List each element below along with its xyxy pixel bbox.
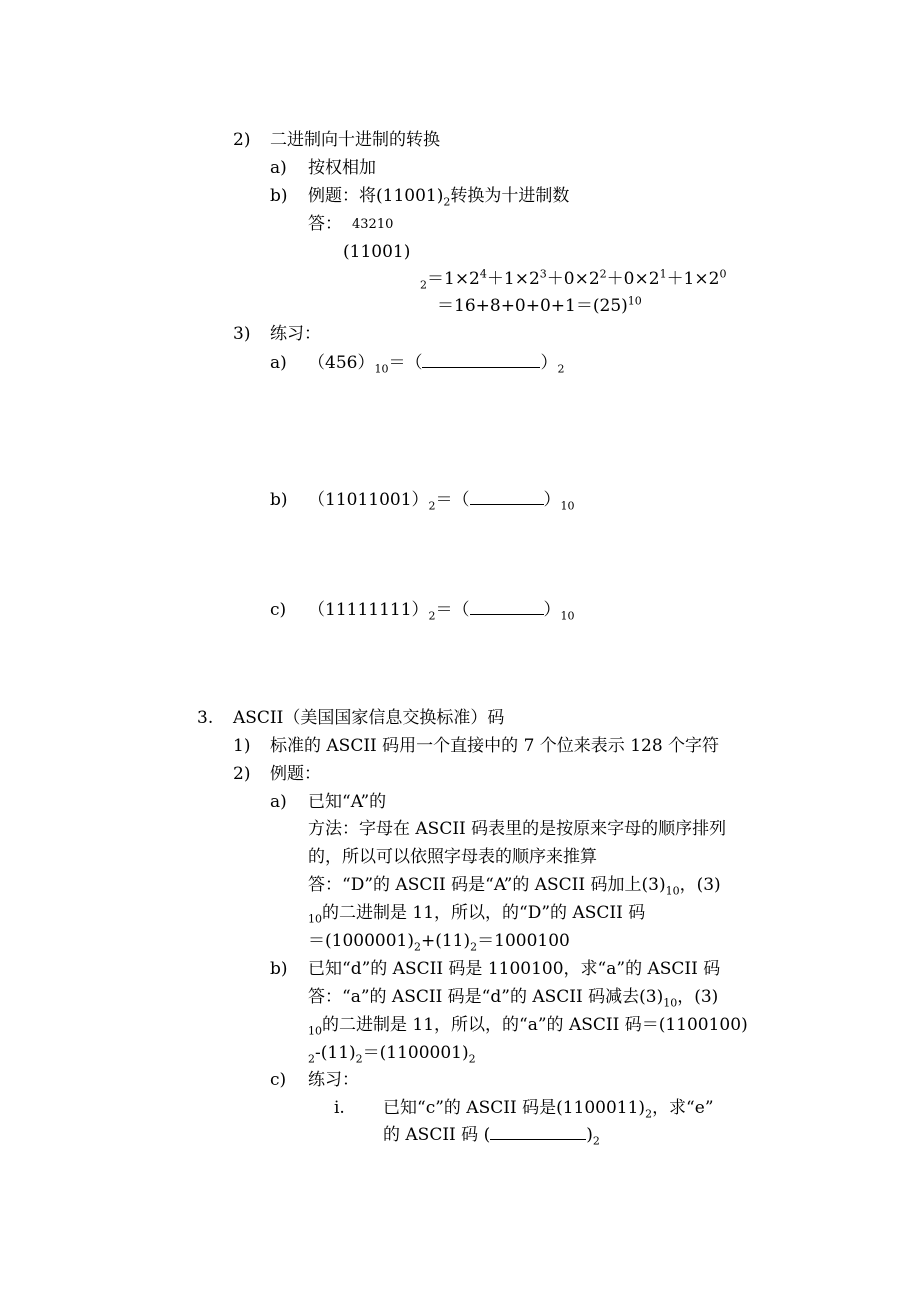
item-label: b): [270, 186, 288, 206]
item-text: 按权相加: [308, 158, 376, 178]
expansion-line-2: $=16+8+0+0+1=(25)^{10}$: [437, 294, 642, 316]
section-3-number: 3.: [197, 708, 214, 728]
item-label: a): [270, 353, 287, 373]
section-3-2-number: 2): [233, 764, 251, 784]
binary-number: (11001): [343, 242, 411, 262]
exercise-b: $(11011001)_2=$（ ）$_{10}$: [308, 490, 575, 513]
section-2-2-title: 二进制向十进制的转换: [270, 130, 440, 150]
expansion-line-1: $_2=1\times 2^4+1\times 2^3+0\times 2^2+0\times 2^1+1\times 2^0$: [420, 267, 727, 292]
answer-a-line-2: $_{10}$的二进制是 11，所以，的“D”的 ASCII 码: [308, 903, 646, 926]
answer-label: 答：: [308, 214, 342, 234]
section-3-2-text: 例题：: [270, 764, 321, 784]
answer-b-line-1: 答：“a”的 ASCII 码是“d”的 ASCII 码减去$(3)_{10}$，(3): [308, 987, 719, 1010]
item-label: c): [270, 1070, 287, 1090]
example-b-question: 已知“d”的 ASCII 码是 1100100，求“a”的 ASCII 码: [308, 959, 721, 979]
item-label: i.: [334, 1098, 345, 1118]
item-label: c): [270, 600, 287, 620]
section-2-2-number: 2): [233, 130, 251, 150]
section-3-title: ASCII（美国国家信息交换标准）码: [233, 708, 505, 728]
answer-blank[interactable]: [490, 1124, 586, 1140]
example-question: 例题：将$(11001)_2$转换为十进制数: [308, 186, 570, 209]
section-3-1-number: 1): [233, 736, 251, 756]
answer-blank[interactable]: [470, 599, 544, 615]
method-line-1: 方法：字母在 ASCII 码表里的是按原来字母的顺序排列: [308, 819, 727, 839]
exercise-a: $(456)_{10}=$（ ）$_2$: [308, 353, 565, 376]
item-label: a): [270, 792, 287, 812]
section-3-1-text: 标准的 ASCII 码用一个直接中的 7 个位来表示 128 个字符: [270, 736, 720, 756]
answer-blank[interactable]: [422, 352, 540, 368]
method-line-2: 的，所以可以依照字母表的顺序来推算: [308, 847, 597, 867]
section-2-3-title: 练习：: [270, 324, 321, 344]
answer-a-line-3: $=(1000001)_2+(11)_2=1000100$: [308, 931, 570, 954]
exercise-heading: 练习：: [308, 1070, 359, 1090]
exercise-c: $(11111111)_2=$（ ）$_{10}$: [308, 600, 575, 623]
answer-blank[interactable]: [470, 489, 544, 505]
bit-weights: 43210: [352, 217, 394, 232]
item-label: a): [270, 158, 287, 178]
answer-a-line-1: 答：“D”的 ASCII 码是“A”的 ASCII 码加上$(3)_{10}$，(3): [308, 875, 721, 898]
item-label: b): [270, 959, 288, 979]
exercise-i-line-1: 已知“c”的 ASCII 码是$(1100011)_2$，求“e”: [383, 1098, 714, 1121]
example-a-question: 已知“A”的: [308, 792, 387, 812]
section-2-3-number: 3): [233, 324, 251, 344]
answer-b-line-2: $_{10}$的二进制是 11，所以，的“a”的 ASCII 码＝(1100100): [308, 1015, 748, 1038]
answer-b-line-3: $_2-(11)_2=(1100001)_2$: [308, 1043, 476, 1066]
exercise-i-line-2: 的 ASCII 码 ( )$_2$: [383, 1125, 600, 1148]
item-label: b): [270, 490, 288, 510]
